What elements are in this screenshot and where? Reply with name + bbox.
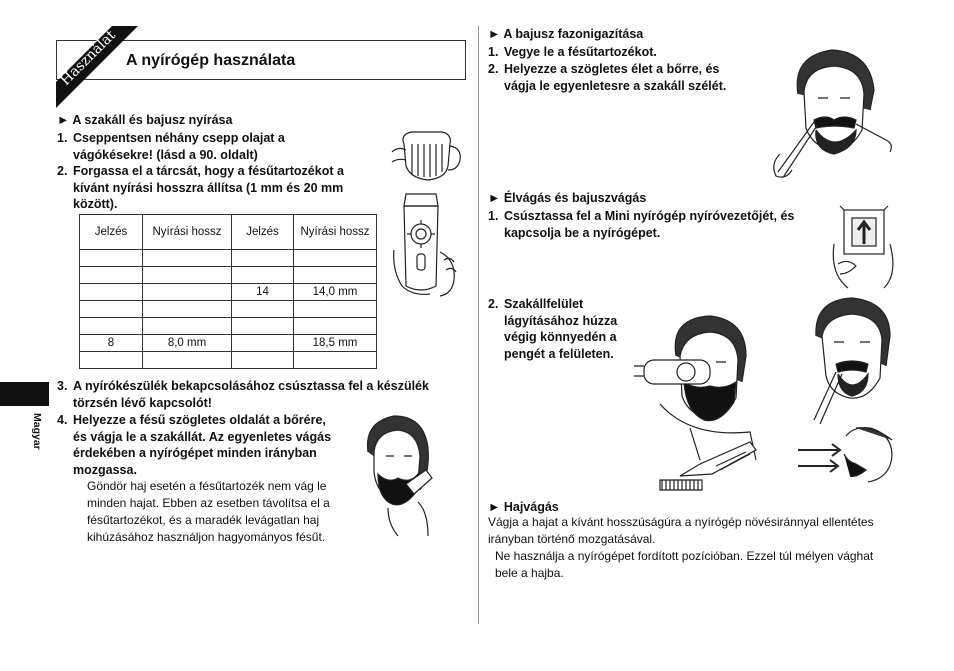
oiling-illustration	[390, 126, 465, 188]
step-line: között).	[73, 197, 118, 211]
page-title: A nyírógép használata	[126, 52, 296, 69]
slide-switch-illustration	[828, 204, 898, 290]
comb-trimmer-illustration	[660, 440, 784, 490]
step-number: 2.	[488, 62, 499, 76]
step-number: 1.	[488, 45, 499, 59]
haircut-note: Ne használja a nyírógépet fordított pozícióban. Ezzel túl mélyen vághat bele a hajba.	[495, 549, 874, 580]
step-4-note: Göndör haj esetén a fésűtartozék nem vág le minden hajat. Ebben az esetben távolítsa el a fésűtartozékot, és a maradék levágatlan haj kihúzásához használjon hagyományos fésűt.	[87, 479, 330, 544]
section-heading-haircut: ► Hajvágás	[488, 500, 559, 514]
table-row	[80, 267, 377, 284]
step-line: érdekében a nyírógépet minden irányban	[73, 446, 317, 460]
table-row	[80, 318, 377, 335]
step-line: kívánt nyírási hosszra állítsa (1 mm és 20 mm	[73, 180, 344, 195]
step-number: 1.	[57, 131, 68, 145]
step-number: 4.	[57, 413, 68, 427]
guide-trim-illustration	[796, 426, 894, 484]
table-header: Jelzés	[80, 215, 143, 250]
step-number: 1.	[488, 209, 499, 223]
table-header-row	[80, 215, 377, 250]
cut-length-table	[79, 214, 377, 369]
step-number: 3.	[57, 379, 68, 393]
step-line: vágókésekre! (lásd a 90. oldalt)	[73, 147, 258, 162]
table-header: Nyírási hossz	[294, 215, 377, 250]
section-heading-edge: ► Élvágás és bajuszvágás	[488, 191, 647, 205]
step-line: törzsén lévő kapcsolót!	[73, 395, 212, 410]
language-label: Magyar	[31, 413, 43, 450]
section-heading-mustache: ► A bajusz fazonigazítása	[488, 27, 644, 41]
step-line: Vegye le a fésűtartozékot.	[504, 45, 657, 59]
step-number: 2.	[488, 297, 499, 311]
step-line: és vágja le a szakállát. Az egyenletes vágás	[73, 429, 332, 444]
step-line: A nyírókészülék bekapcsolásához csúsztassa fel a készülék	[73, 379, 429, 393]
table-row	[80, 352, 377, 369]
step-line: Csúsztassa fel a Mini nyírógép nyíróvezetőjét, és	[504, 209, 795, 223]
sidebar-marker	[0, 382, 49, 406]
step-line: Helyezze a szögletes élet a bőrre, és	[504, 62, 720, 76]
table-header: Nyírási hossz	[143, 215, 232, 250]
haircut-text: Vágja a hajat a kívánt hosszúságúra a nyírógép növésiránnyal ellentétes irányban történő mozgatásával.	[488, 515, 874, 546]
step-line: Helyezze a fésű szögletes oldalát a bőrére,	[73, 413, 326, 427]
step-line: Cseppentsen néhány csepp olajat a	[73, 131, 285, 145]
step-line: lágyításához húzza	[504, 313, 618, 328]
table-row	[80, 301, 377, 318]
step-line: kapcsolja be a nyírógépet.	[504, 225, 661, 240]
step-number: 2.	[57, 164, 68, 178]
step-line: végig könnyedén a	[504, 330, 617, 344]
step-line: mozgassa.	[73, 462, 137, 477]
table-row: 8 8,0 mm 18,5 mm	[80, 335, 377, 352]
column-divider	[478, 26, 479, 624]
trimmer-dial-illustration	[390, 190, 465, 300]
mustache-comb-illustration	[770, 44, 900, 182]
beard-trimming-illustration	[358, 412, 438, 540]
mustache-edge-illustration	[806, 296, 896, 426]
table-row	[80, 250, 377, 267]
table-row: 14 14,0 mm	[80, 284, 377, 301]
section-heading-beard: ► A szakáll és bajusz nyírása	[57, 113, 233, 127]
step-line: Szakállfelület	[504, 297, 584, 311]
step-line: vágja le egyenletesre a szakáll szélét.	[504, 78, 727, 93]
table-header: Jelzés	[232, 215, 294, 250]
step-line: Forgassa el a tárcsát, hogy a fésűtartozékot a	[73, 164, 344, 178]
step-line: pengét a felületen.	[504, 346, 614, 361]
tab-label: Használat	[57, 27, 119, 89]
